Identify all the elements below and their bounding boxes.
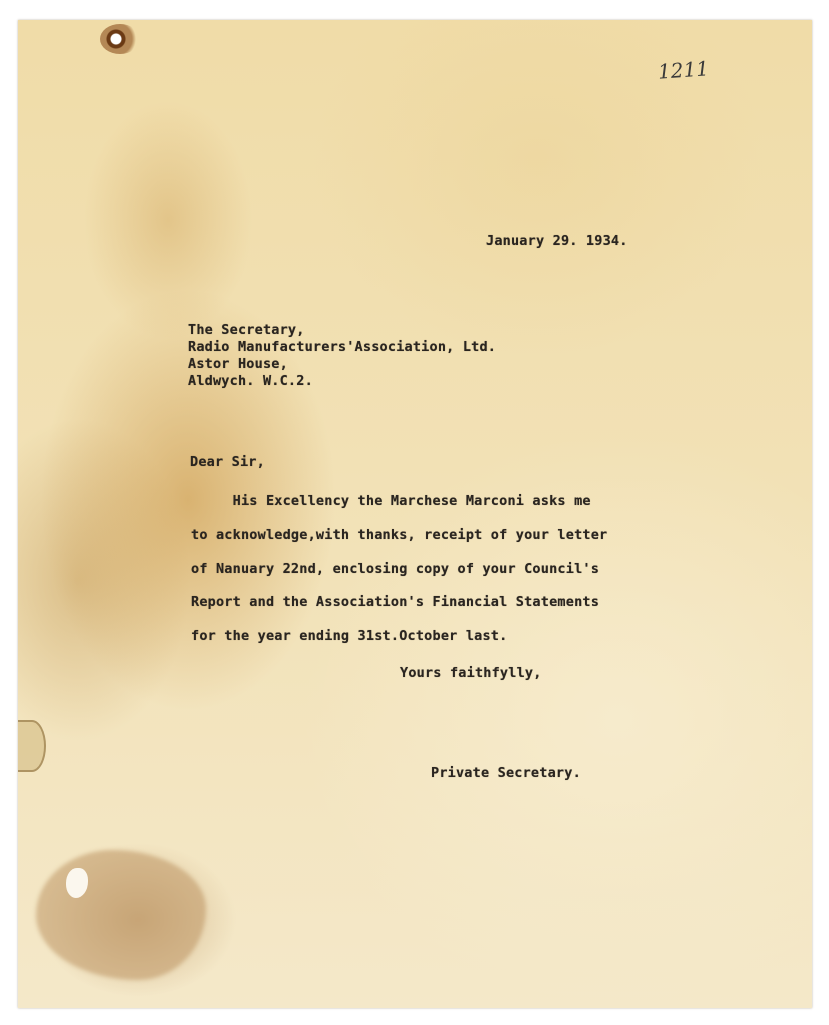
address-line: Radio Manufacturers'Association, Ltd. bbox=[188, 339, 497, 355]
body-line: for the year ending 31st.October last. bbox=[191, 628, 508, 644]
archive-number: 1211 bbox=[657, 56, 710, 84]
signature-title: Private Secretary. bbox=[431, 765, 581, 781]
body-line: His Excellency the Marchese Marconi asks me bbox=[191, 493, 591, 509]
water-stain bbox=[36, 850, 206, 980]
body-line: to acknowledge,with thanks, receipt of your letter bbox=[191, 527, 608, 543]
salutation: Dear Sir, bbox=[190, 454, 265, 470]
body-line: Report and the Association's Financial Statements bbox=[191, 594, 600, 610]
letter-date: January 29. 1934. bbox=[486, 233, 628, 249]
address-line: Astor House, bbox=[188, 356, 288, 372]
pin-hole-stain bbox=[100, 24, 140, 54]
address-line: Aldwych. W.C.2. bbox=[188, 373, 313, 389]
address-line: The Secretary, bbox=[188, 322, 305, 338]
closing: Yours faithfylly, bbox=[400, 665, 542, 681]
punch-hole bbox=[18, 720, 46, 772]
letter-page bbox=[18, 20, 812, 1008]
body-line: of Nanuary 22nd, enclosing copy of your Council's bbox=[191, 561, 600, 577]
